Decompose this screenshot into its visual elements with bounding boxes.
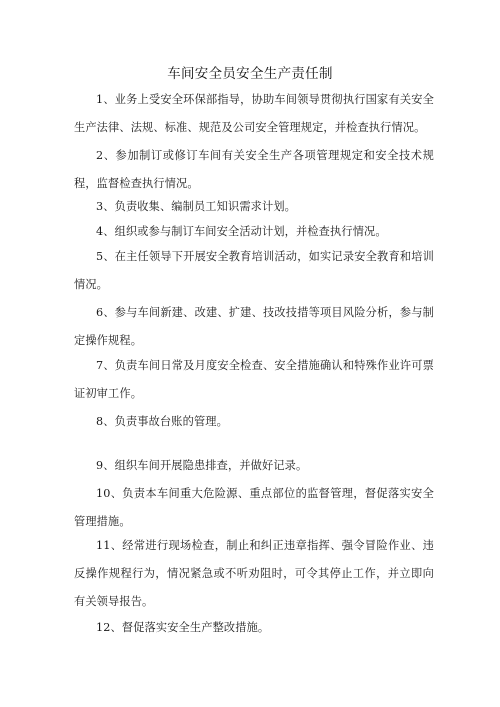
- clause-1: 1、业务上受安全环保部指导，协助车间领导贯彻执行国家有关安全生产法律、法规、标准、规范及公司安全管理规定，并检查执行情况。: [74, 93, 434, 134]
- clause-9: 9、组织车间开展隐患排查，并做好记录。: [96, 459, 308, 472]
- clause-5: 5、在主任领导下开展安全教育培训活动，如实记录安全教育和培训情况。: [74, 250, 434, 291]
- clause-11: 11、经常进行现场检查，制止和纠正违章指挥、强令冒险作业、违反操作规程行为，情况紧急或不听劝阻时，可令其停止工作，并立即向有关领导报告。: [74, 539, 434, 608]
- clause-7: 7、负责车间日常及月度安全检查、安全措施确认和特殊作业许可票证初审工作。: [74, 359, 434, 400]
- clause-2: 2、参加制订或修订车间有关安全生产各项管理规定和安全技术规程，监督检查执行情况。: [74, 149, 434, 190]
- clause-3: 3、负责收集、编制员工知识需求计划。: [96, 200, 297, 213]
- clause-12: 12、督促落实安全生产整改措施。: [96, 621, 270, 634]
- clause-8: 8、负责事故台账的管理。: [96, 415, 228, 428]
- clause-10: 10、负责本车间重大危险源、重点部位的监督管理，督促落实安全管理措施。: [74, 487, 434, 528]
- clause-6: 6、参与车间新建、改建、扩建、技改技措等项目风险分析，参与制定操作规程。: [74, 306, 434, 347]
- page-title: 车间安全员安全生产责任制: [167, 66, 333, 82]
- clause-4: 4、组织或参与制订车间安全活动计划，并检查执行情况。: [96, 225, 387, 238]
